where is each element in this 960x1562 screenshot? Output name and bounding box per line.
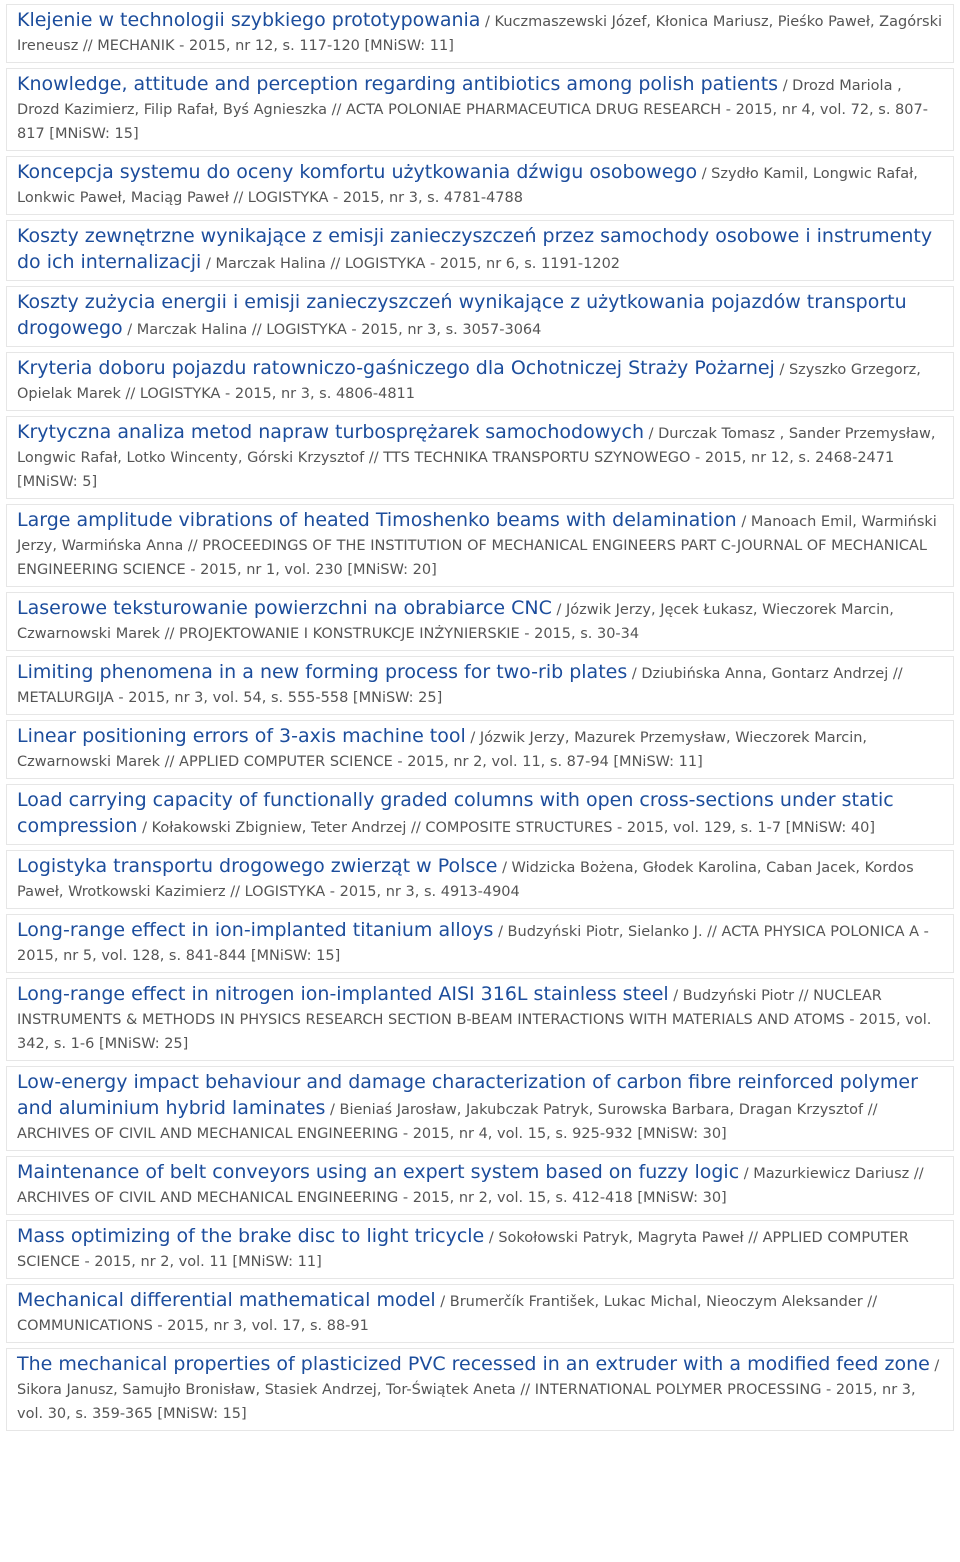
- publication-title-link[interactable]: Klejenie w technologii szybkiego prototypowania: [17, 9, 481, 31]
- publication-title-link[interactable]: Large amplitude vibrations of heated Timoshenko beams with delamination: [17, 509, 737, 531]
- list-item: [6, 656, 954, 715]
- list-item: [6, 1220, 954, 1279]
- list-item: [6, 416, 954, 499]
- list-item: [6, 1156, 954, 1215]
- list-item: [6, 504, 954, 587]
- publication-title-link[interactable]: Limiting phenomena in a new forming process for two-rib plates: [17, 661, 628, 683]
- publication-meta: / Durczak Tomasz , Sander Przemysław, Longwic Rafał, Lotko Wincenty, Górski Krzysztof // TTS TECHNIKA TRANSPORTU SZYNOWEGO - 2015, nr 12, s. 2468-2471 [MNiSW: 5]: [17, 426, 936, 490]
- publication-title-link[interactable]: Knowledge, attitude and perception regarding antibiotics among polish patients: [17, 73, 779, 95]
- publication-title-link[interactable]: Maintenance of belt conveyors using an expert system based on fuzzy logic: [17, 1161, 740, 1183]
- list-item: [6, 156, 954, 215]
- publication-title-link[interactable]: Mass optimizing of the brake disc to light tricycle: [17, 1225, 485, 1247]
- list-item: [6, 784, 954, 845]
- publication-meta: / Dziubińska Anna, Gontarz Andrzej // METALURGIJA - 2015, nr 3, vol. 54, s. 555-558 [MNiSW: 25]: [17, 666, 903, 706]
- publication-meta: / Józwik Jerzy, Jęcek Łukasz, Wieczorek Marcin, Czwarnowski Marek // PROJEKTOWANIE I KONSTRUKCJE INŻYNIERSKIE - 2015, s. 30-34: [17, 602, 894, 642]
- list-item: [6, 286, 954, 347]
- list-item: [6, 1066, 954, 1151]
- publication-title-link[interactable]: Koszty zewnętrzne wynikające z emisji zanieczyszczeń przez samochody osobowe i instrumenty do ich internalizacji: [17, 225, 933, 273]
- list-item: [6, 4, 954, 63]
- publication-meta: / Budzyński Piotr, Sielanko J. // ACTA PHYSICA POLONICA A - 2015, nr 5, vol. 128, s. 841-844 [MNiSW: 15]: [17, 924, 929, 964]
- publication-title-link[interactable]: Kryteria doboru pojazdu ratowniczo-gaśniczego dla Ochotniczej Straży Pożarnej: [17, 357, 775, 379]
- publication-meta: / Marczak Halina // LOGISTYKA - 2015, nr 3, s. 3057-3064: [127, 322, 542, 338]
- list-item: [6, 68, 954, 151]
- publication-meta: / Sikora Janusz, Samujło Bronisław, Stasiek Andrzej, Tor-Świątek Aneta // INTERNATIONAL POLYMER PROCESSING - 2015, nr 3, vol. 30, s. 359-365 [MNiSW: 15]: [17, 1358, 940, 1422]
- publication-meta: / Widzicka Bożena, Głodek Karolina, Caban Jacek, Kordos Paweł, Wrotkowski Kazimierz // LOGISTYKA - 2015, nr 3, s. 4913-4904: [17, 860, 914, 900]
- publication-title-link[interactable]: Long-range effect in ion-implanted titanium alloys: [17, 919, 494, 941]
- list-item: [6, 720, 954, 779]
- list-item: [6, 220, 954, 281]
- publication-title-link[interactable]: Logistyka transportu drogowego zwierząt w Polsce: [17, 855, 498, 877]
- publication-title-link[interactable]: Mechanical differential mathematical model: [17, 1289, 436, 1311]
- publication-title-link[interactable]: Koszty zużycia energii i emisji zanieczyszczeń wynikające z użytkowania pojazdów transportu drogowego: [17, 291, 907, 339]
- list-item: [6, 914, 954, 973]
- publication-meta: / Kuczmaszewski Józef, Kłonica Mariusz, Pieśko Paweł, Zagórski Ireneusz // MECHANIK - 2015, nr 12, s. 117-120 [MNiSW: 11]: [17, 14, 943, 54]
- publication-meta: / Mazurkiewicz Dariusz // ARCHIVES OF CIVIL AND MECHANICAL ENGINEERING - 2015, nr 2, vol. 15, s. 412-418 [MNiSW: 30]: [17, 1166, 924, 1206]
- publication-meta: / Brumerčík František, Lukac Michal, Nieoczym Aleksander // COMMUNICATIONS - 2015, nr 3, vol. 17, s. 88-91: [17, 1294, 878, 1334]
- publication-meta: / Szydło Kamil, Longwic Rafał, Lonkwic Paweł, Maciąg Paweł // LOGISTYKA - 2015, nr 3, s. 4781-4788: [17, 166, 918, 206]
- publication-title-link[interactable]: Low-energy impact behaviour and damage characterization of carbon fibre reinforced polymer and aluminium hybrid laminates: [17, 1071, 918, 1119]
- list-item: [6, 1348, 954, 1431]
- list-item: [6, 978, 954, 1061]
- publication-title-link[interactable]: Koncepcja systemu do oceny komfortu użytkowania dźwigu osobowego: [17, 161, 698, 183]
- publication-meta: / Sokołowski Patryk, Magryta Paweł // APPLIED COMPUTER SCIENCE - 2015, nr 2, vol. 11 [MNiSW: 11]: [17, 1230, 909, 1270]
- publication-title-link[interactable]: Long-range effect in nitrogen ion-implanted AISI 316L stainless steel: [17, 983, 669, 1005]
- publication-title-link[interactable]: Linear positioning errors of 3-axis machine tool: [17, 725, 466, 747]
- publication-meta: / Drozd Mariola , Drozd Kazimierz, Filip Rafał, Byś Agnieszka // ACTA POLONIAE PHARMACEUTICA DRUG RESEARCH - 2015, nr 4, vol. 72, s. 807-817 [MNiSW: 15]: [17, 78, 928, 142]
- publication-meta: / Kołakowski Zbigniew, Teter Andrzej // COMPOSITE STRUCTURES - 2015, vol. 129, s. 1-7 [MNiSW: 40]: [142, 820, 876, 836]
- list-item: [6, 352, 954, 411]
- list-item: [6, 592, 954, 651]
- publication-title-link[interactable]: Laserowe teksturowanie powierzchni na obrabiarce CNC: [17, 597, 552, 619]
- publication-meta: / Szyszko Grzegorz, Opielak Marek // LOGISTYKA - 2015, nr 3, s. 4806-4811: [17, 362, 921, 402]
- publication-meta: / Józwik Jerzy, Mazurek Przemysław, Wieczorek Marcin, Czwarnowski Marek // APPLIED COMPUTER SCIENCE - 2015, nr 2, vol. 11, s. 87-94 [MNiSW: 11]: [17, 730, 868, 770]
- publication-meta: / Marczak Halina // LOGISTYKA - 2015, nr 6, s. 1191-1202: [205, 256, 621, 272]
- publication-title-link[interactable]: Load carrying capacity of functionally graded columns with open cross-sections under static compression: [17, 789, 894, 837]
- publication-meta: / Bieniaś Jarosław, Jakubczak Patryk, Surowska Barbara, Dragan Krzysztof // ARCHIVES OF CIVIL AND MECHANICAL ENGINEERING - 2015, nr 4, vol. 15, s. 925-932 [MNiSW: 30]: [17, 1102, 878, 1142]
- publication-title-link[interactable]: Krytyczna analiza metod napraw turbosprężarek samochodowych: [17, 421, 644, 443]
- publication-title-link[interactable]: The mechanical properties of plasticized PVC recessed in an extruder with a modified feed zone: [17, 1353, 930, 1375]
- list-item: [6, 1284, 954, 1343]
- list-item: [6, 850, 954, 909]
- publication-meta: / Manoach Emil, Warmiński Jerzy, Warmińska Anna // PROCEEDINGS OF THE INSTITUTION OF MECHANICAL ENGINEERS PART C-JOURNAL OF MECHANICAL ENGINEERING SCIENCE - 2015, nr 1, vol. 230 [MNiSW: 20]: [17, 514, 937, 578]
- publication-meta: / Budzyński Piotr // NUCLEAR INSTRUMENTS & METHODS IN PHYSICS RESEARCH SECTION B-BEAM INTERACTIONS WITH MATERIALS AND ATOMS - 2015, vol. 342, s. 1-6 [MNiSW: 25]: [17, 988, 932, 1052]
